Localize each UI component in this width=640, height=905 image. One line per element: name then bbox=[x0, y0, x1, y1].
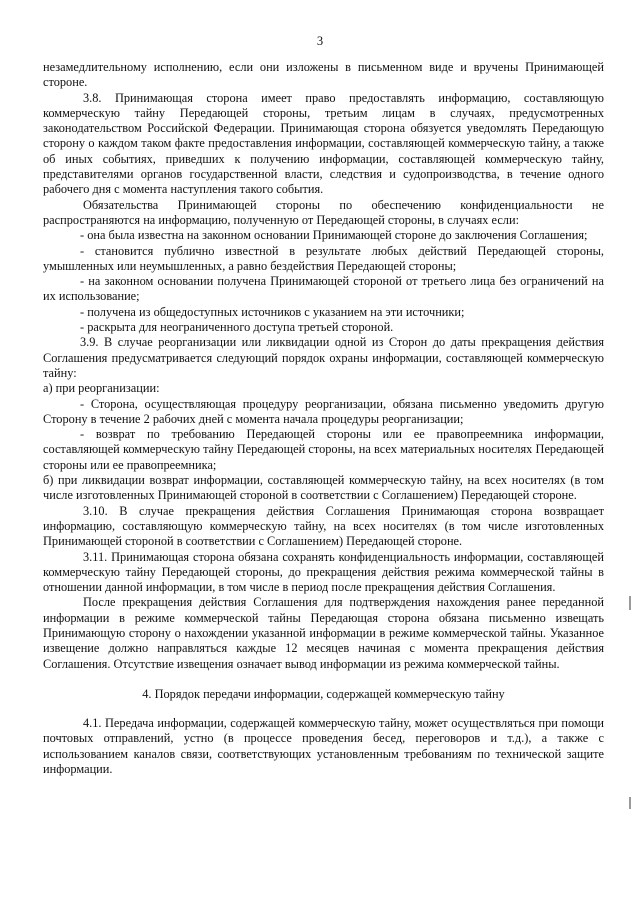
scan-artifact bbox=[629, 596, 631, 610]
paragraph: 3.10. В случае прекращения действия Соглашения Принимающая сторона возвращает информацию, составляющую коммерческую тайну, на всех носителях (в том числе изготовленных Принимающей стороной в соответствии с Соглашением) Передающей стороне. bbox=[43, 503, 604, 549]
paragraph: 3.9. В случае реорганизации или ликвидации одной из Сторон до даты прекращения действия Соглашения предусматривается следующий порядок охраны информации, составляющей коммерческую тайну: bbox=[43, 335, 604, 380]
list-item: - она была известна на законном основании Принимающей стороне до заключения Соглашения; bbox=[80, 228, 588, 243]
paragraph: незамедлительному исполнению, если они изложены в письменном виде и вручены Принимающей стороне. bbox=[43, 60, 604, 90]
page-number: 3 bbox=[316, 34, 324, 48]
list-item: - раскрыта для неограниченного доступа третьей стороной. bbox=[80, 320, 394, 335]
section-heading: 4. Порядок передачи информации, содержащей коммерческую тайну bbox=[142, 686, 505, 701]
paragraph: После прекращения действия Соглашения для подтверждения нахождения ранее переданной информации в режиме коммерческой тайны Передающая сторона обязана письменно извещать Принимающую сторону о нахождении указанной информации в режиме коммерческой тайны. Указанное извещение должно направляться каждые 12 месяцев начиная с момента прекращения действия Соглашения. Отсутствие извещения означает вывод информации из режима коммерческой тайны. bbox=[43, 595, 604, 671]
paragraph: 3.8. Принимающая сторона имеет право предоставлять информацию, составляющую коммерческую тайну Передающей стороны, третьим лицам в случаях, предусмотренных законодательством Российской Федерации. Принимающая сторона обязуется уведомлять Передающую сторону о каждом таком факте предоставления информации, составляющей коммерческую тайну, а также об иных событиях, приведших к получению информации, составляющей коммерческую тайну, представителями органов государственной власти, следствия и судопроизводства, в течение одного рабочего дня с момента наступления такого события. bbox=[43, 90, 604, 197]
paragraph: а) при реорганизации: bbox=[43, 381, 160, 396]
list-item: - получена из общедоступных источников с указанием на эти источники; bbox=[80, 304, 465, 319]
scan-artifact bbox=[629, 797, 631, 809]
paragraph: 3.11. Принимающая сторона обязана сохранять конфиденциальность информации, составляющей коммерческую тайну Передающей стороны, до прекращения действия режима коммерческой тайны в отношении данной информации, в том числе в период после прекращения действия Соглашения. bbox=[43, 549, 604, 595]
paragraph: Обязательства Принимающей стороны по обеспечению конфиденциальности не распространяются на информацию, полученную от Передающей стороны, в случаях если: bbox=[43, 197, 604, 227]
list-item: - на законном основании получена Принимающей стороной от третьего лица без ограничений на их использование; bbox=[43, 274, 604, 304]
list-item: - Сторона, осуществляющая процедуру реорганизации, обязана письменно уведомить другую Сторону в течение 2 рабочих дней с момента начала процедуры реорганизации; bbox=[43, 396, 604, 426]
list-item: - становится публично известной в результате любых действий Передающей стороны, умышленных или неумышленных, а равно бездействия Передающей стороны; bbox=[43, 243, 604, 273]
paragraph: 4.1. Передача информации, содержащей коммерческую тайну, может осуществляться при помощи почтовых отправлений, устно (в процессе проведения бесед, переговоров и т.д.), а также с использованием каналов связи, соответствующих установленным требованиям по технической защите информации. bbox=[43, 716, 604, 777]
paragraph: б) при ликвидации возврат информации, составляющей коммерческую тайну, на всех носителях (в том числе изготовленных Принимающей стороной в соответствии с Соглашением) Передающей стороне. bbox=[43, 473, 604, 503]
document-body bbox=[43, 60, 604, 777]
list-item: - возврат по требованию Передающей стороны или ее правопреемника информации, составляющей коммерческую тайну Передающей стороны, на всех материальных носителях Передающей стороны или ее правопреемника; bbox=[43, 427, 604, 472]
